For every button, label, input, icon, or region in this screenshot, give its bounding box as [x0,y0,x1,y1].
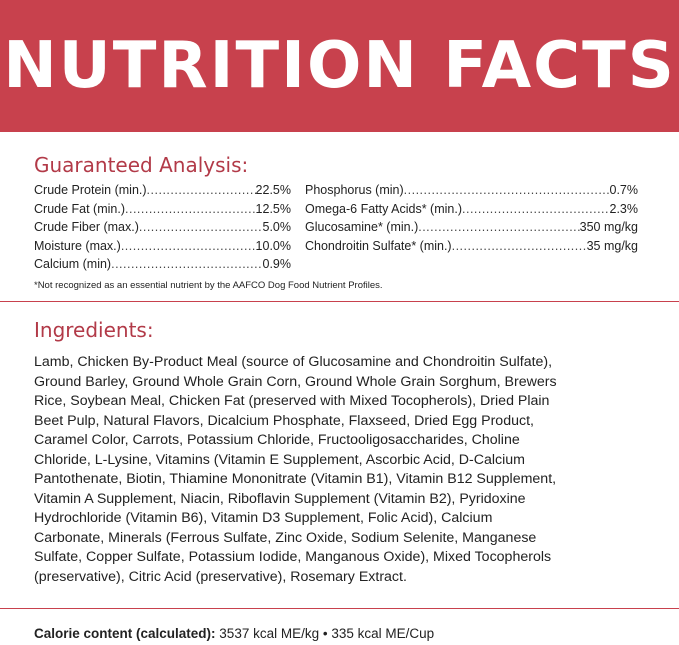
ingredients-line: Rice, Soybean Meal, Chicken Fat (preserved with Mixed Tocopherols), Dried Plain [34,393,550,409]
nutrient-value: 0.9% [262,257,291,272]
dot-leader [111,255,262,274]
analysis-row [305,237,638,256]
analysis-row [305,181,638,200]
dot-leader [418,218,579,237]
calorie-content [34,625,434,643]
analysis-row [305,200,638,219]
nutrient-value: 35 mg/kg [586,238,638,253]
dot-leader [125,200,256,219]
nutrient-name: Crude Fiber (max.) [34,220,139,235]
page-title: NUTRITION FACTS [3,29,676,103]
nutrient-value: 10.0% [255,238,291,253]
ingredients-list [34,353,658,587]
dot-leader [462,200,610,219]
dot-leader [139,218,263,237]
analysis-row [34,218,291,237]
ingredients-line: Pantothenate, Biotin, Thiamine Mononitrate (Vitamin B1), Vitamin B12 Supplement, [34,471,557,487]
analysis-row [34,255,291,274]
nutrient-name: Crude Protein (min.) [34,183,147,197]
ingredients-heading: Ingredients: [34,318,154,342]
ingredients-line: Hydrochloride (Vitamin B6), Vitamin D3 Supplement, Folic Acid), Calcium [34,510,493,526]
analysis-row [34,237,291,256]
analysis-column-left [34,181,291,274]
nutrient-value: 2.3% [609,201,638,216]
guaranteed-analysis-heading: Guaranteed Analysis: [34,153,249,177]
analysis-column-right [305,181,638,255]
analysis-row [305,218,638,237]
nutrient-value: 22.5% [255,183,291,197]
ingredients-line: Caramel Color, Carrots, Potassium Chloride, Fructooligosaccharides, Choline [34,432,520,448]
ingredients-line: Lamb, Chicken By-Product Meal (source of Glucosamine and Chondroitin Sulfate), [34,354,553,370]
ingredients-line: Carbonate, Minerals (Ferrous Sulfate, Zinc Oxide, Sodium Selenite, Manganese [34,529,537,546]
nutrient-value: 350 mg/kg [579,220,638,235]
ingredients-line: Vitamin A Supplement, Niacin, Riboflavin Supplement (Vitamin B2), Pyridoxine [34,490,526,507]
dot-leader [147,181,256,200]
section-divider [0,301,679,302]
ingredients-line: (preservative), Citric Acid (preservative), Rosemary Extract. [34,568,407,585]
section-divider [0,608,679,609]
dot-leader [452,237,587,256]
analysis-row [34,181,291,200]
nutrient-name: Crude Fat (min.) [34,201,125,216]
calorie-label: Calorie content (calculated): [34,626,216,641]
ingredients-line: Beet Pulp, Natural Flavors, Dicalcium Phosphate, Flaxseed, Dried Egg Product, [34,412,534,429]
ingredients-line: Sulfate, Copper Sulfate, Potassium Iodide, Manganous Oxide), Mixed Tocopherols [34,549,552,565]
nutrient-value: 0.7% [609,183,638,197]
nutrient-name: Calcium (min) [34,257,112,272]
nutrient-name: Glucosamine* (min.) [305,220,419,235]
nutrient-name: Phosphorus (min) [305,183,404,197]
nutrient-name: Chondroitin Sulfate* (min.) [305,238,452,253]
title-banner [0,0,679,132]
ingredients-line: Ground Barley, Ground Whole Grain Corn, Ground Whole Grain Sorghum, Brewers [34,373,557,390]
nutrient-value: 12.5% [255,201,291,216]
nutrient-name: Moisture (max.) [34,238,121,253]
ingredients-line: Chloride, L-Lysine, Vitamins (Vitamin E Supplement, Ascorbic Acid, D-Calcium [34,451,525,468]
footnote: *Not recognized as an essential nutrient by the AAFCO Dog Food Nutrient Profiles. [34,280,383,291]
dot-leader [404,181,610,200]
nutrient-name: Omega-6 Fatty Acids* (min.) [305,201,462,216]
analysis-row [34,200,291,219]
nutrient-value: 5.0% [262,220,291,235]
dot-leader [121,237,256,256]
calorie-value: 3537 kcal ME/kg • 335 kcal ME/Cup [215,626,435,641]
